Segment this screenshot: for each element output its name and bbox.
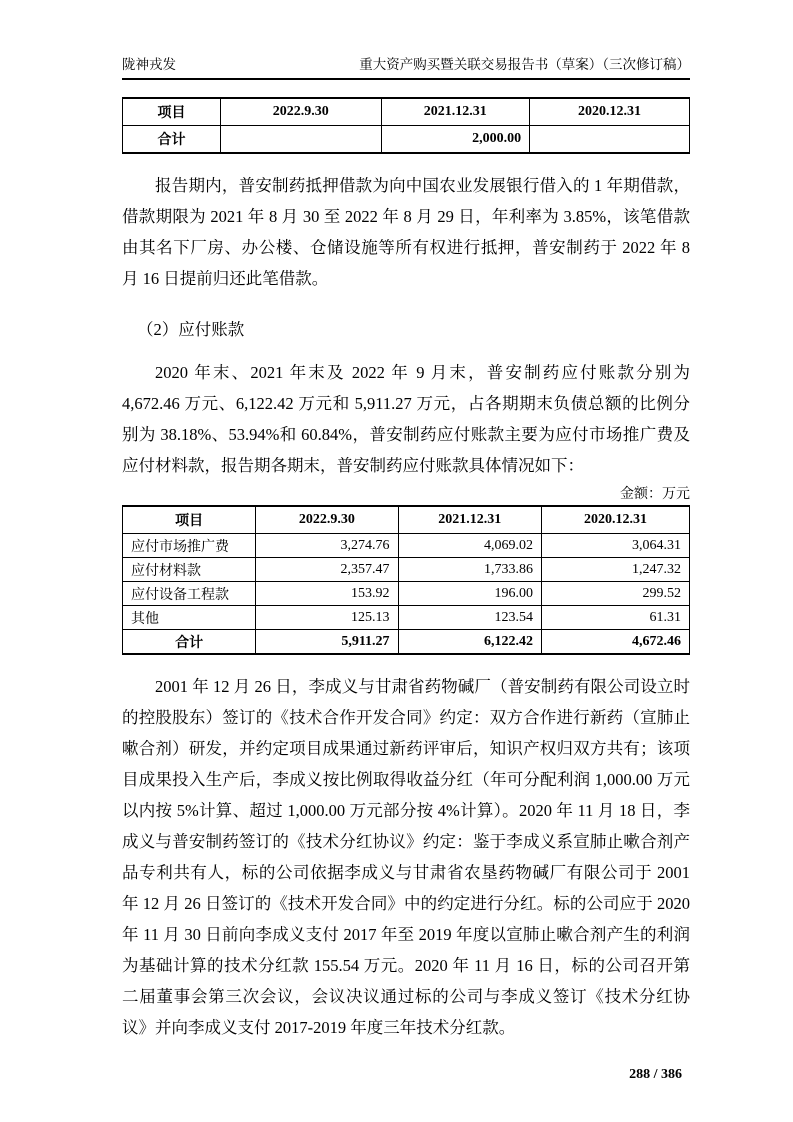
cell-value: 123.54 bbox=[398, 606, 541, 630]
table-row bbox=[123, 534, 690, 558]
row-label: 其他 bbox=[123, 606, 256, 630]
column-header: 2021.12.31 bbox=[381, 98, 530, 126]
column-header: 2021.12.31 bbox=[398, 506, 541, 534]
row-label: 应付市场推广费 bbox=[123, 534, 256, 558]
column-header: 项目 bbox=[123, 506, 256, 534]
page-content bbox=[122, 0, 690, 1083]
paragraph-loan: 报告期内，普安制药抵押借款为向中国农业发展银行借入的 1 年期借款，借款期限为 2021 年 8 月 30 至 2022 年 8 月 29 日，年利率为 3.85%，该笔借款由其名下厂房、办公楼、仓储设施等所有权进行抵押，普安制药于 2022 年 8 月 16 日提前归还此笔借款。 bbox=[122, 176, 690, 288]
row-label: 应付材料款 bbox=[123, 558, 256, 582]
table-row bbox=[123, 558, 690, 582]
table-header-row bbox=[123, 506, 690, 534]
cell-value: 153.92 bbox=[256, 582, 398, 606]
cell-value: 2,357.47 bbox=[256, 558, 398, 582]
cell-value: 3,064.31 bbox=[541, 534, 689, 558]
paragraph-payables: 2020 年末、2021 年末及 2022 年 9 月末，普安制药应付账款分别为 4,672.46 万元、6,122.42 万元和 5,911.27 万元，占各期期末负债总额的比例分别为 38.18%、53.94%和 60.84%，普安制药应付账款主要为应付市场推广费及应付材料款，报告期各期末，普安制药应付账款具体情况如下： bbox=[122, 363, 690, 475]
cell-value: 61.31 bbox=[541, 606, 689, 630]
doc-header bbox=[122, 0, 690, 80]
cell-value: 2,000.00 bbox=[381, 126, 530, 154]
section-heading-payables: （2）应付账款 bbox=[137, 320, 245, 339]
table-row bbox=[123, 126, 690, 154]
row-label: 合计 bbox=[123, 126, 221, 154]
table-header-row bbox=[123, 98, 690, 126]
cell-value bbox=[530, 126, 690, 154]
cell-value bbox=[221, 126, 381, 154]
cell-value: 125.13 bbox=[256, 606, 398, 630]
row-label: 应付设备工程款 bbox=[123, 582, 256, 606]
row-label: 合计 bbox=[123, 630, 256, 655]
column-header: 项目 bbox=[123, 98, 221, 126]
table-total-row bbox=[123, 630, 690, 655]
cell-value: 4,069.02 bbox=[398, 534, 541, 558]
cell-value: 3,274.76 bbox=[256, 534, 398, 558]
payables-detail-table bbox=[122, 505, 690, 655]
cell-value: 299.52 bbox=[541, 582, 689, 606]
doc-header-right: 重大资产购买暨关联交易报告书（草案）（三次修订稿） bbox=[359, 57, 690, 72]
column-header: 2022.9.30 bbox=[256, 506, 398, 534]
column-header: 2022.9.30 bbox=[221, 98, 381, 126]
cell-value: 6,122.42 bbox=[398, 630, 541, 655]
table-row bbox=[123, 606, 690, 630]
bank-loan-summary-table bbox=[122, 97, 690, 154]
cell-value: 1,247.32 bbox=[541, 558, 689, 582]
cell-value: 1,733.86 bbox=[398, 558, 541, 582]
cell-value: 5,911.27 bbox=[256, 630, 398, 655]
page-number: 288 / 386 bbox=[629, 1067, 682, 1082]
cell-value: 4,672.46 bbox=[541, 630, 689, 655]
table-row bbox=[123, 582, 690, 606]
paragraph-tech-dividend: 2001 年 12 月 26 日，李成义与甘肃省药物碱厂（普安制药有限公司设立时的控股股东）签订的《技术合作开发合同》约定：双方合作进行新药（宣肺止嗽合剂）研发，并约定项目成果通过新药评审后，知识产权归双方共有；该项目成果投入生产后，李成义按比例取得收益分红（年可分配利润 1,000.00 万元以内按 5%计算、超过 1,000.00 万元部分按 4%计算）。2020 年 11 月 18 日，李成义与普安制药签订的《技术分红协议》约定：鉴于李成义系宣肺止嗽合剂产品专利共有人，标的公司依据李成义与甘肃省农垦药物碱厂有限公司于 2001 年 12 月 26 日签订的《技术开发合同》中的约定进行分红。标的公司应于 2020 年 11 月 30 日前向李成义支付 2017 年至 2019 年度以宣肺止嗽合剂产生的利润为基础计算的技术分红款 155.54 万元。2020 年 11 月 16 日，标的公司召开第二届董事会第三次会议，会议决议通过标的公司与李成义签订《技术分红协议》并向李成义支付 2017-2019 年度三年技术分红款。 bbox=[122, 677, 691, 1037]
unit-label: 金额：万元 bbox=[620, 487, 690, 502]
doc-header-left: 陇神戎发 bbox=[122, 57, 176, 72]
cell-value: 196.00 bbox=[398, 582, 541, 606]
column-header: 2020.12.31 bbox=[541, 506, 689, 534]
column-header: 2020.12.31 bbox=[530, 98, 690, 126]
